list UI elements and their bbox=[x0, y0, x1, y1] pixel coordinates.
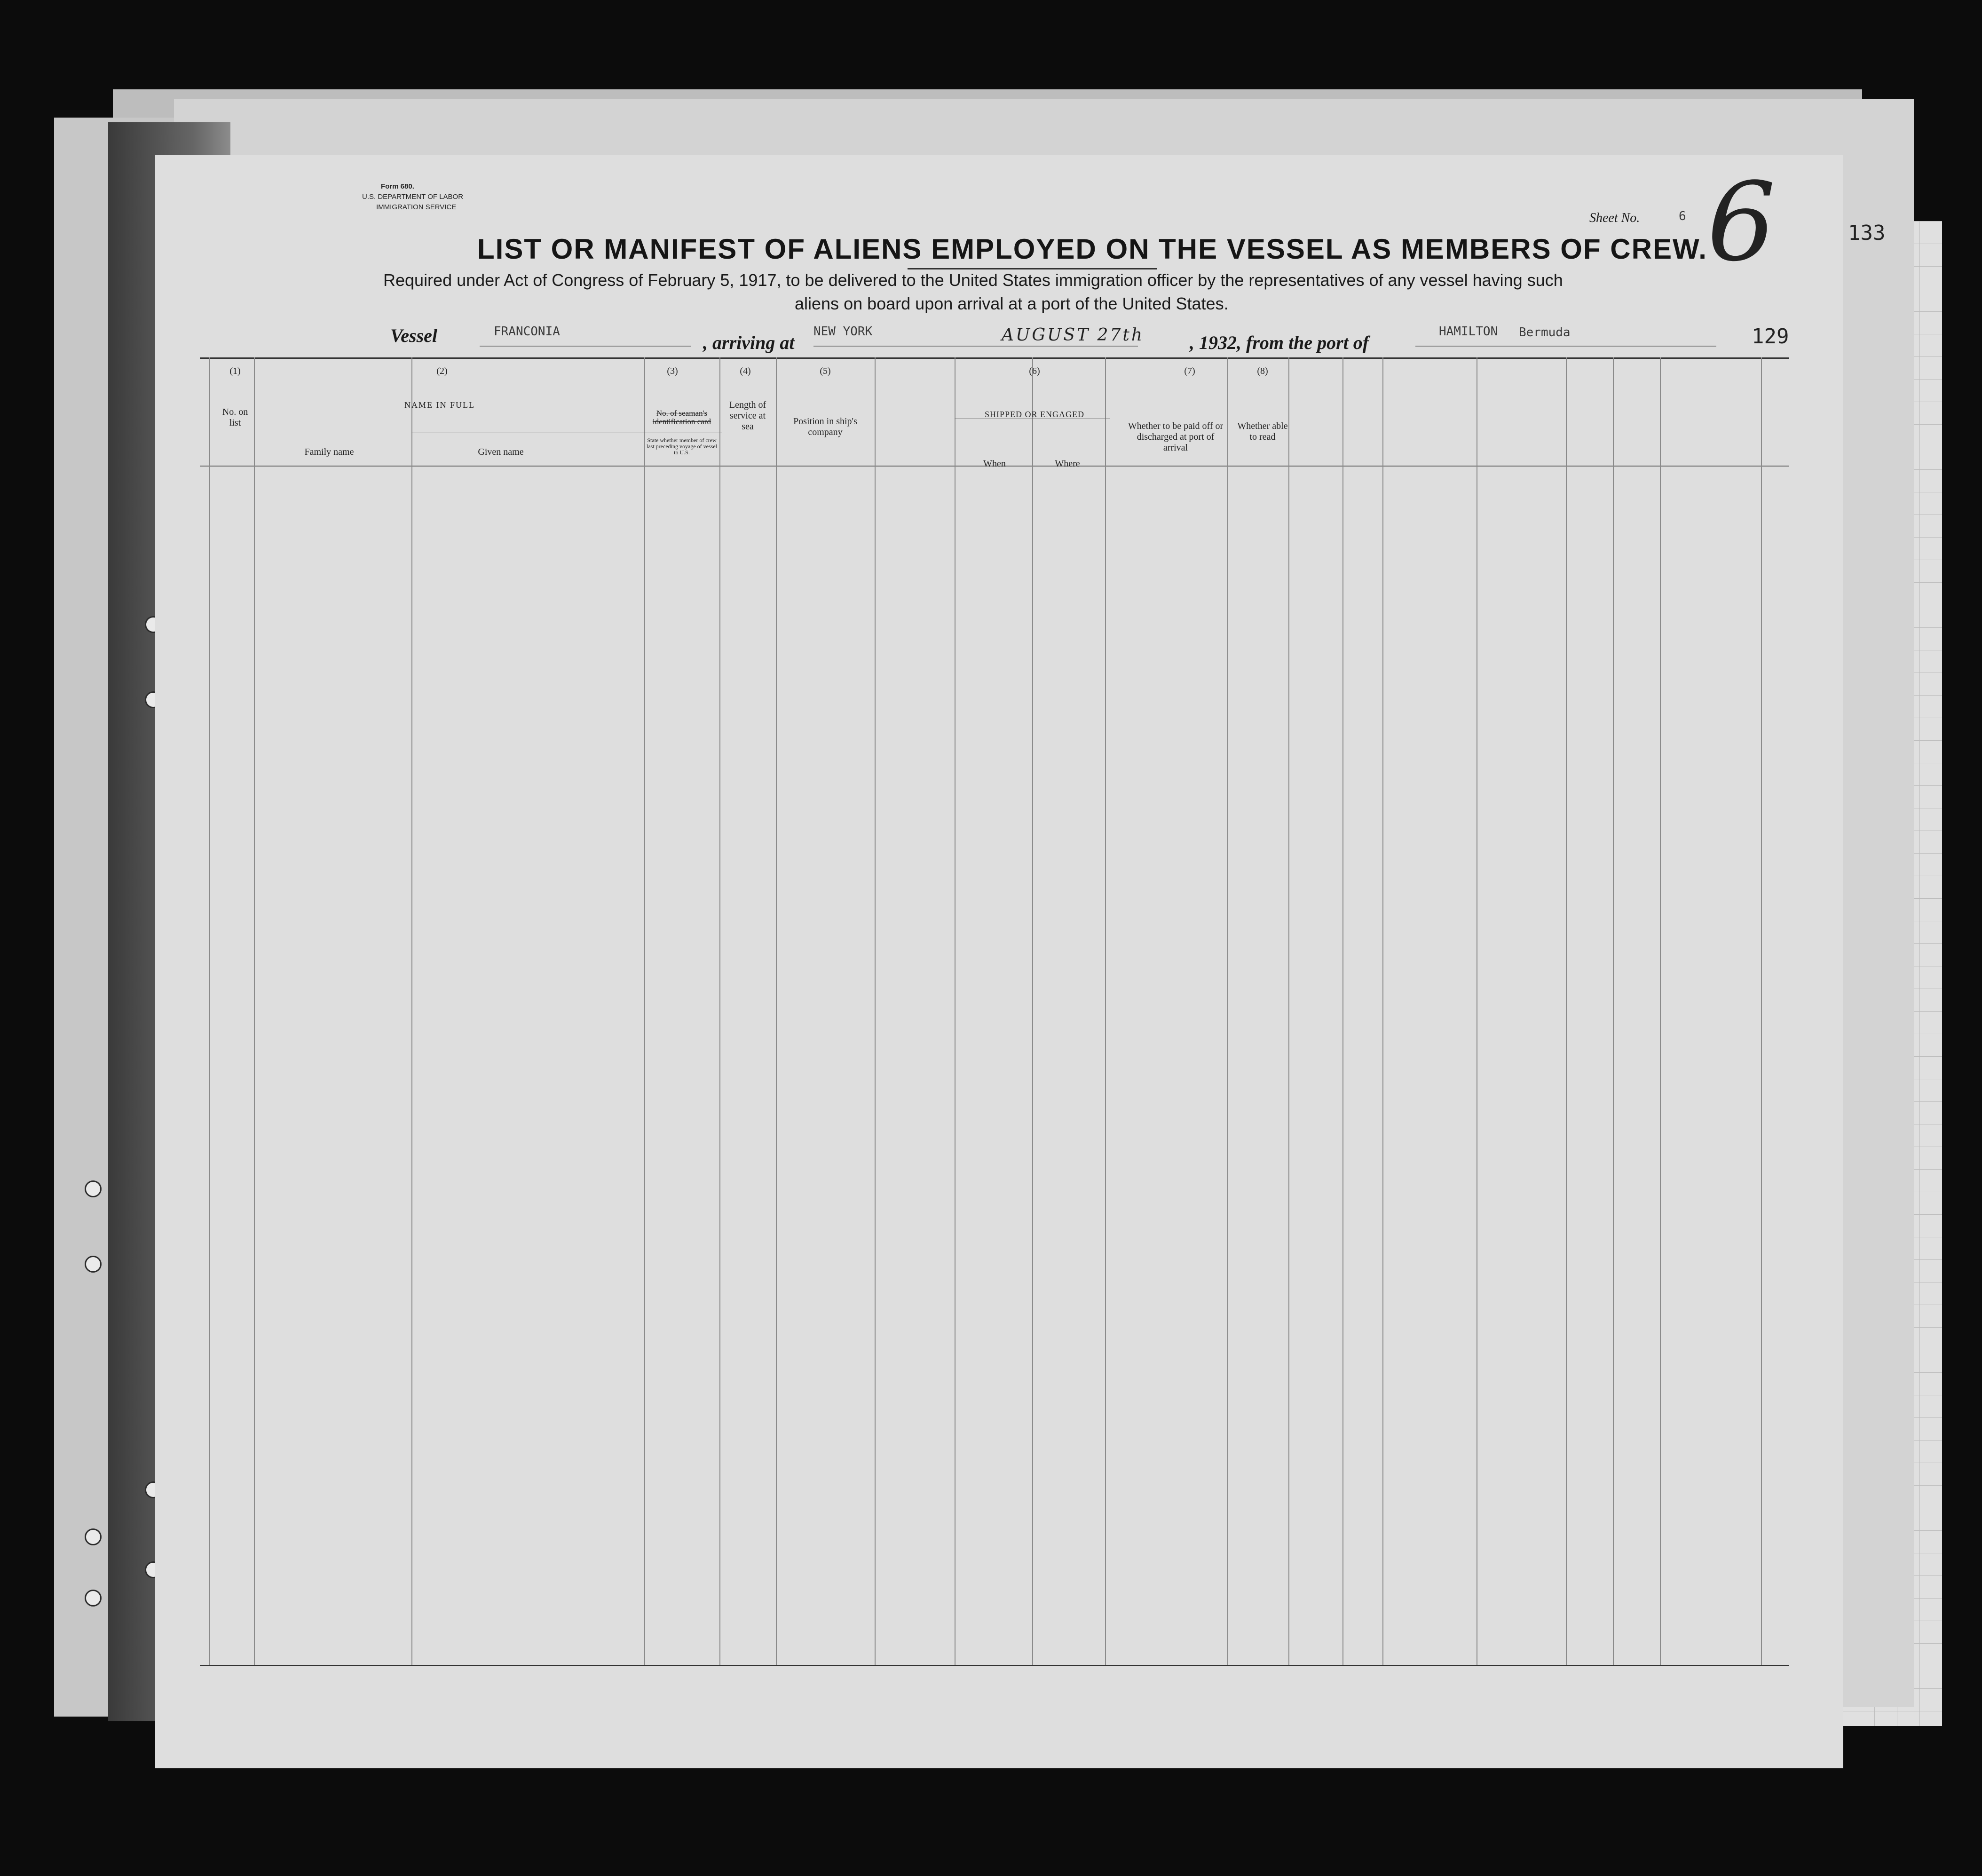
binder-hole bbox=[85, 1256, 102, 1273]
col-num: (2) bbox=[436, 366, 448, 376]
col-header-family: Family name bbox=[304, 447, 354, 457]
binder-hole bbox=[85, 1590, 102, 1607]
from-port: HAMILTON bbox=[1439, 325, 1498, 339]
sheet-label: Sheet No. bbox=[1589, 211, 1640, 225]
form-number: Form 680. bbox=[381, 182, 414, 190]
col-header-position: Position in ship's company bbox=[793, 416, 857, 437]
column-rule bbox=[1761, 357, 1762, 1665]
page-title: LIST OR MANIFEST OF ALIENS EMPLOYED ON THE VESSEL AS MEMBERS OF CREW. bbox=[477, 233, 1707, 265]
stamp-number: 133 bbox=[1848, 221, 1886, 245]
col-num: (3) bbox=[667, 366, 678, 376]
column-rule bbox=[1566, 357, 1567, 1665]
column-rule bbox=[1227, 357, 1228, 1665]
col-num: (7) bbox=[1184, 366, 1195, 376]
col-header-shipped: SHIPPED OR ENGAGED bbox=[984, 410, 1084, 419]
column-rule bbox=[875, 357, 876, 1665]
arriving-label: , arriving at bbox=[703, 332, 795, 353]
vessel-label: Vessel bbox=[390, 325, 437, 346]
page-number: 129 bbox=[1752, 325, 1789, 348]
column-rule bbox=[1613, 357, 1614, 1665]
col-header-name: NAME IN FULL bbox=[404, 400, 475, 410]
column-rule bbox=[1288, 357, 1289, 1665]
column-rule bbox=[411, 357, 412, 1665]
column-rule bbox=[1105, 357, 1106, 1665]
col-header-when: When bbox=[983, 459, 1006, 469]
col-header-service: Length of service at sea bbox=[729, 400, 766, 432]
column-rule bbox=[1382, 357, 1383, 1665]
col-header-where: Where bbox=[1055, 459, 1080, 469]
title-rule bbox=[908, 268, 1157, 269]
service: IMMIGRATION SERVICE bbox=[376, 203, 457, 211]
col-header-prev-voyage: State whether member of crew last preceding voyage of vessel to U.S. bbox=[647, 437, 717, 456]
column-rule bbox=[719, 357, 720, 1665]
requirement-line-1: Required under Act of Congress of February 5, 1917, to be delivered to the United States immigration officer by the representatives of any vessel having such bbox=[383, 270, 1563, 290]
col-header-id-card: No. of seaman's identification card bbox=[652, 409, 711, 426]
col-header-given: Given name bbox=[478, 447, 524, 457]
department: U.S. DEPARTMENT OF LABOR bbox=[362, 193, 464, 201]
col-num: (5) bbox=[820, 366, 831, 376]
arrival-date: AUGUST 27th bbox=[1002, 325, 1145, 345]
binder-hole bbox=[85, 1180, 102, 1197]
column-rule bbox=[1660, 357, 1661, 1665]
handwritten-sheet-number: 6 bbox=[1707, 160, 1776, 285]
year-label: , 1932, from the port of bbox=[1190, 332, 1369, 353]
col-num: (1) bbox=[229, 366, 241, 376]
column-rule bbox=[644, 357, 645, 1665]
col-header-no: No. on list bbox=[222, 407, 248, 428]
column-rule bbox=[776, 357, 777, 1665]
column-rule bbox=[209, 357, 210, 1665]
requirement-line-2: aliens on board upon arrival at a port of the United States. bbox=[795, 294, 1229, 313]
manifest-page bbox=[155, 155, 1886, 1768]
col-num: (8) bbox=[1257, 366, 1268, 376]
column-rule bbox=[1032, 357, 1033, 1665]
table-bottom-rule bbox=[200, 1665, 1789, 1666]
col-header-paid-off: Whether to be paid off or discharged at port of arrival bbox=[1128, 421, 1224, 453]
column-rule bbox=[254, 357, 255, 1665]
vessel-name: FRANCONIA bbox=[494, 325, 560, 339]
column-rule bbox=[1342, 357, 1343, 1665]
binder-hole bbox=[85, 1528, 102, 1545]
col-num: (6) bbox=[1029, 366, 1040, 376]
from-place: Bermuda bbox=[1519, 325, 1571, 340]
col-num: (4) bbox=[740, 366, 751, 376]
arrival-port: NEW YORK bbox=[813, 325, 873, 339]
table-top-rule bbox=[200, 357, 1789, 359]
sheet-number: 6 bbox=[1679, 209, 1686, 223]
col-header-read: Whether able to read bbox=[1237, 421, 1288, 442]
